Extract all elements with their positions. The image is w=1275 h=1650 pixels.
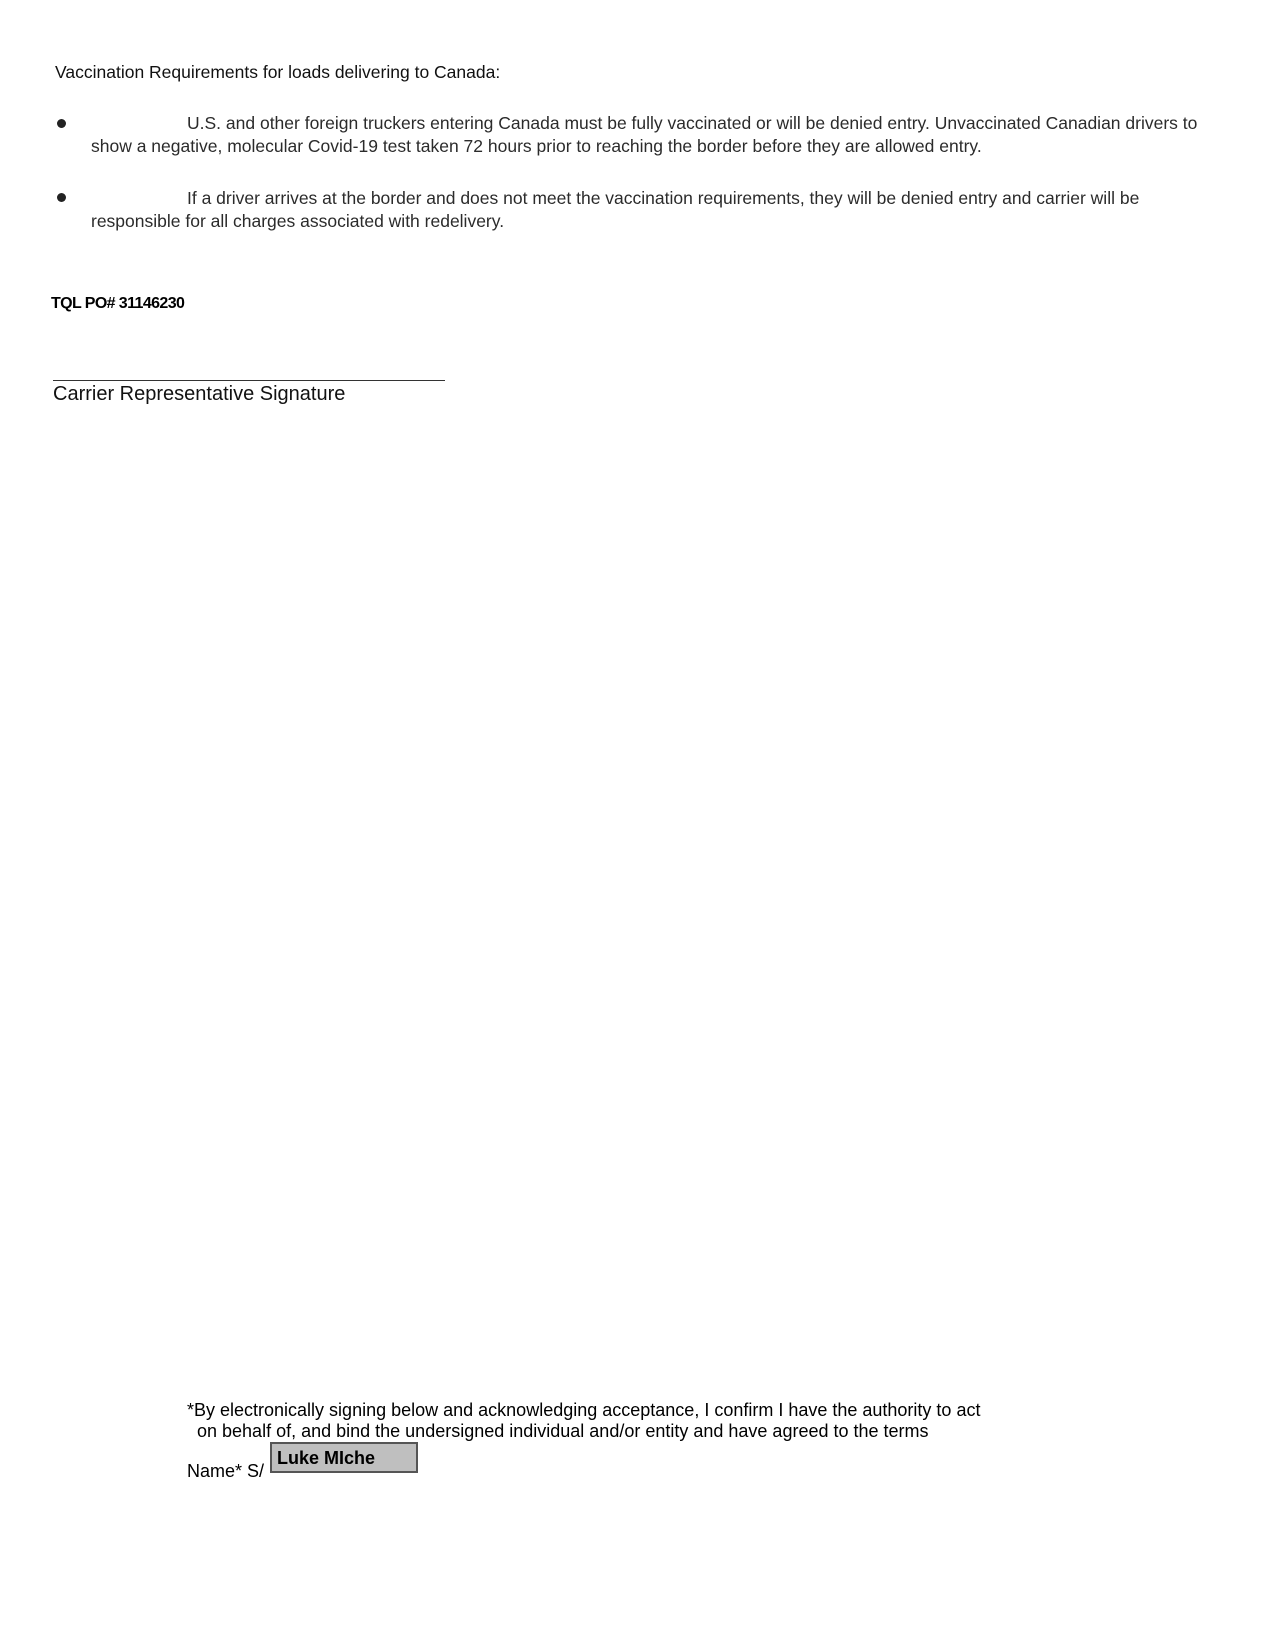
po-number: TQL PO# 31146230 [51,295,185,312]
signature-line [53,380,445,381]
signature-label: Carrier Representative Signature [53,383,346,405]
acknowledgement-text [187,1400,1087,1442]
acknowledgement-line-1: *By electronically signing below and acknowledging acceptance, I confirm I have the authority to act [187,1400,981,1420]
bullet-icon [57,119,66,128]
name-signature-field[interactable]: Luke MIche [270,1442,418,1473]
bullet-icon [57,193,66,202]
bullet-item-vaccination: U.S. and other foreign truckers entering Canada must be fully vaccinated or will be denied entry. Unvaccinated Canadian drivers to show a negative, molecular Covid-19 test taken 72 hours prior to reaching the border before they are allowed entry. [91,113,1198,156]
name-label: Name* S/ [187,1461,265,1481]
acknowledgement-line-2: on behalf of, and bind the undersigned individual and/or entity and have agreed to the terms [197,1421,929,1441]
bullet-item-denied-entry: If a driver arrives at the border and does not meet the vaccination requirements, they will be denied entry and carrier will be responsible for all charges associated with redelivery. [91,188,1140,231]
section-heading: Vaccination Requirements for loads delivering to Canada: [55,62,501,82]
